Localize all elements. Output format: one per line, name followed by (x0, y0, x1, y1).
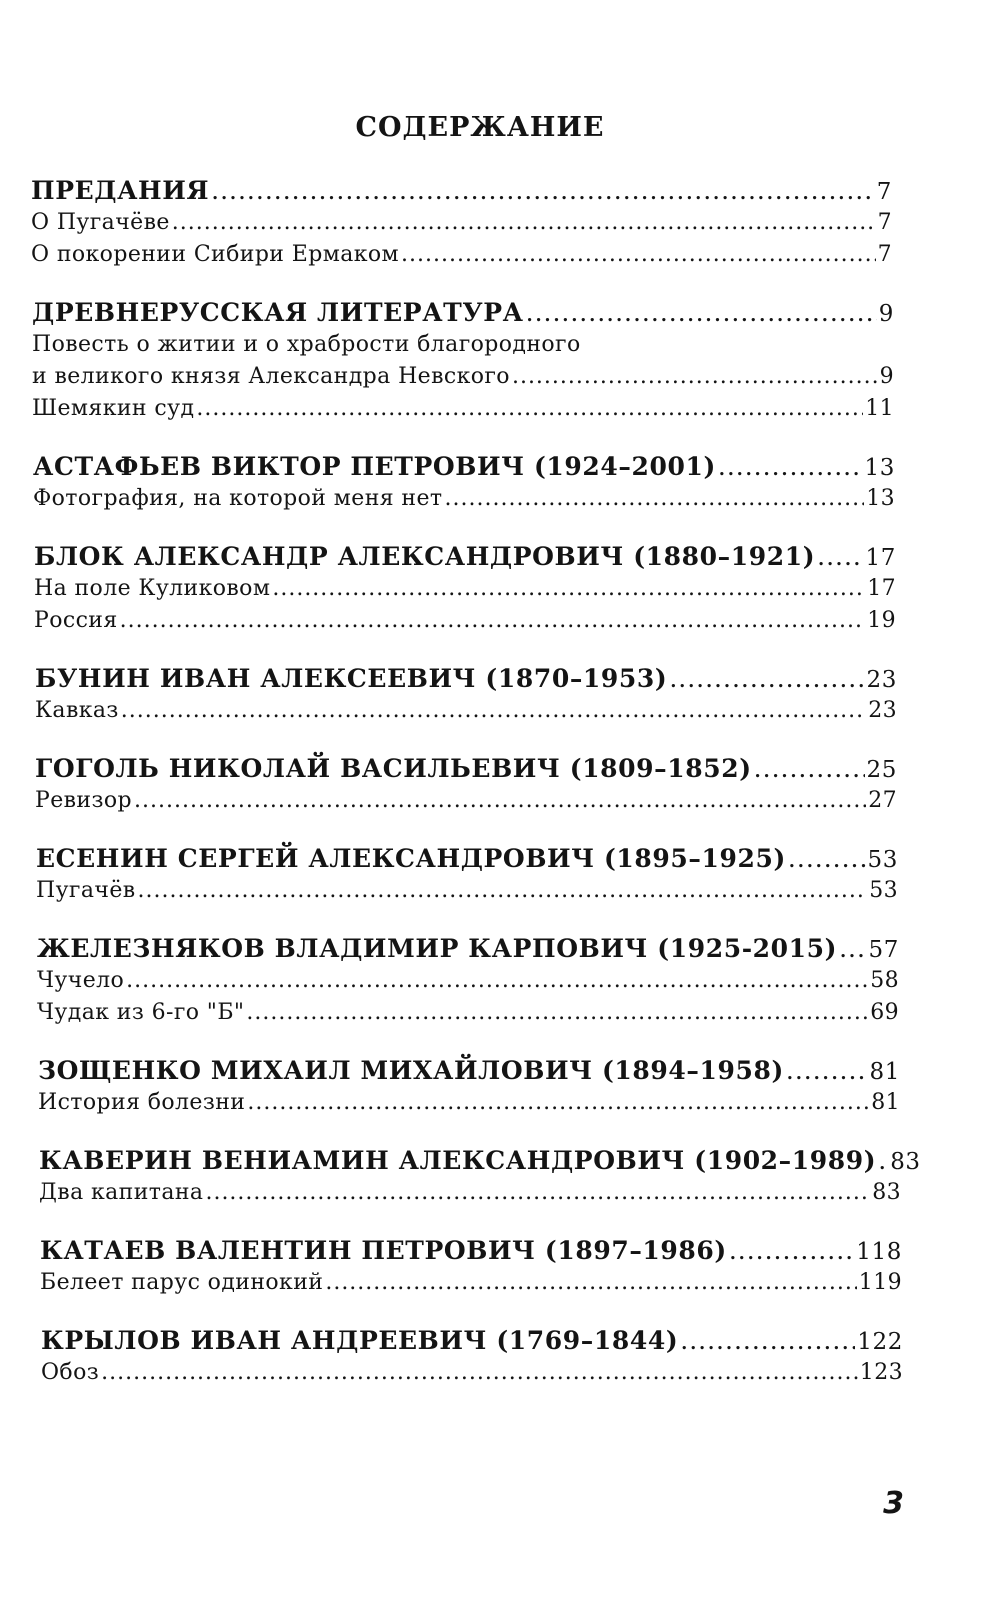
toc-item-text: Кавказ (35, 698, 119, 723)
page-number: 23 (868, 698, 897, 723)
page-number: 58 (870, 968, 899, 993)
toc-item[interactable] (32, 361, 894, 393)
toc-heading-text: АСТАФЬЕВ ВИКТОР ПЕТРОВИЧ (1924–2001) (33, 452, 716, 481)
dot-leader (729, 1235, 854, 1267)
page-number: 13 (866, 486, 895, 511)
dot-leader (754, 753, 865, 785)
page-number: 7 (876, 179, 892, 205)
toc-heading[interactable] (33, 451, 895, 483)
page-number: 11 (865, 396, 894, 421)
page-number: 81 (871, 1090, 900, 1115)
dot-leader (786, 1055, 868, 1087)
toc-heading-text: ЕСЕНИН СЕРГЕЙ АЛЕКСАНДРОВИЧ (1895–1925) (36, 844, 786, 873)
toc-heading-text: БЛОК АЛЕКСАНДР АЛЕКСАНДРОВИЧ (1880–1921) (34, 542, 816, 571)
dot-leader (817, 541, 863, 573)
toc-heading[interactable] (38, 1055, 900, 1087)
toc-list (0, 175, 1000, 1415)
toc-heading[interactable] (40, 1235, 902, 1267)
dot-leader (211, 175, 875, 207)
dot-leader (134, 785, 866, 817)
page-number: 7 (877, 210, 892, 235)
page-number: 57 (868, 937, 899, 963)
dot-leader (680, 1325, 855, 1357)
toc-item[interactable] (32, 393, 894, 425)
toc-heading-text: ГОГОЛЬ НИКОЛАЙ ВАСИЛЬЕВИЧ (1809–1852) (35, 754, 752, 783)
page-number: 81 (869, 1059, 900, 1085)
toc-item[interactable] (40, 1267, 902, 1299)
page-title: СОДЕРЖАНИЕ (355, 112, 605, 143)
dot-leader (526, 297, 877, 329)
toc-item[interactable] (33, 483, 895, 515)
toc-item[interactable] (37, 997, 899, 1029)
toc-item[interactable] (35, 785, 897, 817)
toc-item-text: Ревизор (35, 788, 132, 813)
page-number: 83 (890, 1149, 921, 1175)
toc-heading[interactable] (41, 1325, 903, 1357)
toc-section (0, 843, 1000, 907)
toc-item-text: На поле Куликовом (34, 576, 271, 601)
toc-heading-text: ДРЕВНЕРУССКАЯ ЛИТЕРАТУРА (32, 298, 524, 327)
toc-item[interactable] (34, 605, 896, 637)
page-number: 17 (865, 545, 896, 571)
toc-section (0, 297, 1000, 425)
toc-item-text: Повесть о житии и о храбрости благородного (32, 332, 581, 357)
toc-item-text: Фотография, на которой меня нет (33, 486, 443, 511)
toc-heading-text: ЗОЩЕНКО МИХАИЛ МИХАЙЛОВИЧ (1894–1958) (38, 1056, 784, 1085)
toc-item-text: Два капитана (39, 1180, 204, 1205)
toc-item[interactable] (36, 875, 898, 907)
page-number: 69 (870, 1000, 899, 1025)
page-number: 23 (866, 667, 897, 693)
toc-section (0, 933, 1000, 1029)
page-folio: 3 (883, 1486, 904, 1521)
toc-heading-text: КРЫЛОВ ИВАН АНДРЕЕВИЧ (1769–1844) (41, 1326, 679, 1355)
page-number: 19 (867, 608, 896, 633)
toc-item[interactable] (39, 1177, 901, 1209)
toc-heading[interactable] (31, 175, 892, 207)
dot-leader (401, 239, 876, 271)
dot-leader (839, 933, 866, 965)
toc-heading-text: КАВЕРИН ВЕНИАМИН АЛЕКСАНДРОВИЧ (1902–1989) (39, 1146, 877, 1175)
page-number: 17 (867, 576, 896, 601)
page-number: 119 (858, 1270, 902, 1295)
toc-item-text: и великого князя Александра Невского (32, 364, 510, 389)
toc-item-text: Пугачёв (36, 878, 136, 903)
toc-heading-text: ЖЕЛЕЗНЯКОВ ВЛАДИМИР КАРПОВИЧ (1925-2015) (37, 934, 838, 963)
dot-leader (205, 1177, 870, 1209)
toc-section (0, 1325, 1000, 1389)
page-number: 9 (879, 364, 894, 389)
toc-heading[interactable] (37, 933, 899, 965)
toc-item-text: Белеет парус одинокий (40, 1270, 324, 1295)
toc-item-text: О покорении Сибири Ермаком (31, 242, 400, 267)
page-number: 25 (866, 757, 897, 783)
toc-heading-text: ПРЕДАНИЯ (31, 176, 210, 205)
page-number: 7 (877, 242, 892, 267)
dot-leader (788, 843, 866, 875)
toc-item-text: Шемякин суд (32, 396, 195, 421)
dot-leader (878, 1145, 888, 1177)
dot-leader (325, 1267, 856, 1299)
toc-section (0, 1055, 1000, 1119)
page-number: 122 (857, 1329, 903, 1355)
page-number: 53 (867, 847, 898, 873)
toc-item-text: Чудак из 6-го "Б" (37, 1000, 245, 1025)
toc-heading-text: БУНИН ИВАН АЛЕКСЕЕВИЧ (1870–1953) (35, 664, 668, 693)
dot-leader (196, 393, 863, 425)
toc-heading[interactable] (36, 843, 898, 875)
page-number: 53 (869, 878, 898, 903)
dot-leader (512, 361, 878, 393)
page-number: 123 (859, 1360, 903, 1385)
toc-item[interactable] (38, 1087, 900, 1119)
dot-leader (718, 451, 863, 483)
toc-item-text: Россия (34, 608, 118, 633)
dot-leader (247, 1087, 869, 1119)
toc-heading[interactable] (34, 541, 896, 573)
toc-section (0, 451, 1000, 515)
toc-item[interactable] (37, 965, 899, 997)
toc-section (0, 175, 1000, 271)
dot-leader (120, 605, 866, 637)
toc-section (0, 541, 1000, 637)
toc-item[interactable] (35, 695, 897, 727)
dot-leader (101, 1357, 858, 1389)
dot-leader (121, 695, 866, 727)
dot-leader (445, 483, 865, 515)
dot-leader (138, 875, 868, 907)
dot-leader (246, 997, 868, 1029)
toc-item[interactable] (31, 239, 892, 271)
toc-item[interactable] (41, 1357, 903, 1389)
toc-heading[interactable] (39, 1145, 921, 1177)
page-number: 118 (856, 1239, 902, 1265)
dot-leader (272, 573, 865, 605)
dot-leader (172, 207, 876, 239)
toc-item-text: Чучело (37, 968, 125, 993)
page-number: 83 (872, 1180, 901, 1205)
toc-item[interactable] (31, 207, 892, 239)
dot-leader (126, 965, 868, 997)
toc-heading[interactable] (32, 297, 894, 329)
toc-section (0, 1145, 1000, 1209)
toc-heading-text: КАТАЕВ ВАЛЕНТИН ПЕТРОВИЧ (1897–1986) (40, 1236, 727, 1265)
toc-heading[interactable] (35, 753, 897, 785)
toc-item-text: Обоз (41, 1360, 100, 1385)
toc-heading[interactable] (35, 663, 897, 695)
page-number: 13 (864, 455, 895, 481)
dot-leader (669, 663, 864, 695)
toc-item[interactable] (32, 329, 894, 361)
toc-item-text: О Пугачёве (31, 210, 170, 235)
toc-item[interactable] (34, 573, 896, 605)
toc-section (0, 663, 1000, 727)
toc-section (0, 753, 1000, 817)
toc-item-text: История болезни (38, 1090, 246, 1115)
page-number: 27 (868, 788, 897, 813)
toc-section (0, 1235, 1000, 1299)
page-number: 9 (878, 301, 894, 327)
